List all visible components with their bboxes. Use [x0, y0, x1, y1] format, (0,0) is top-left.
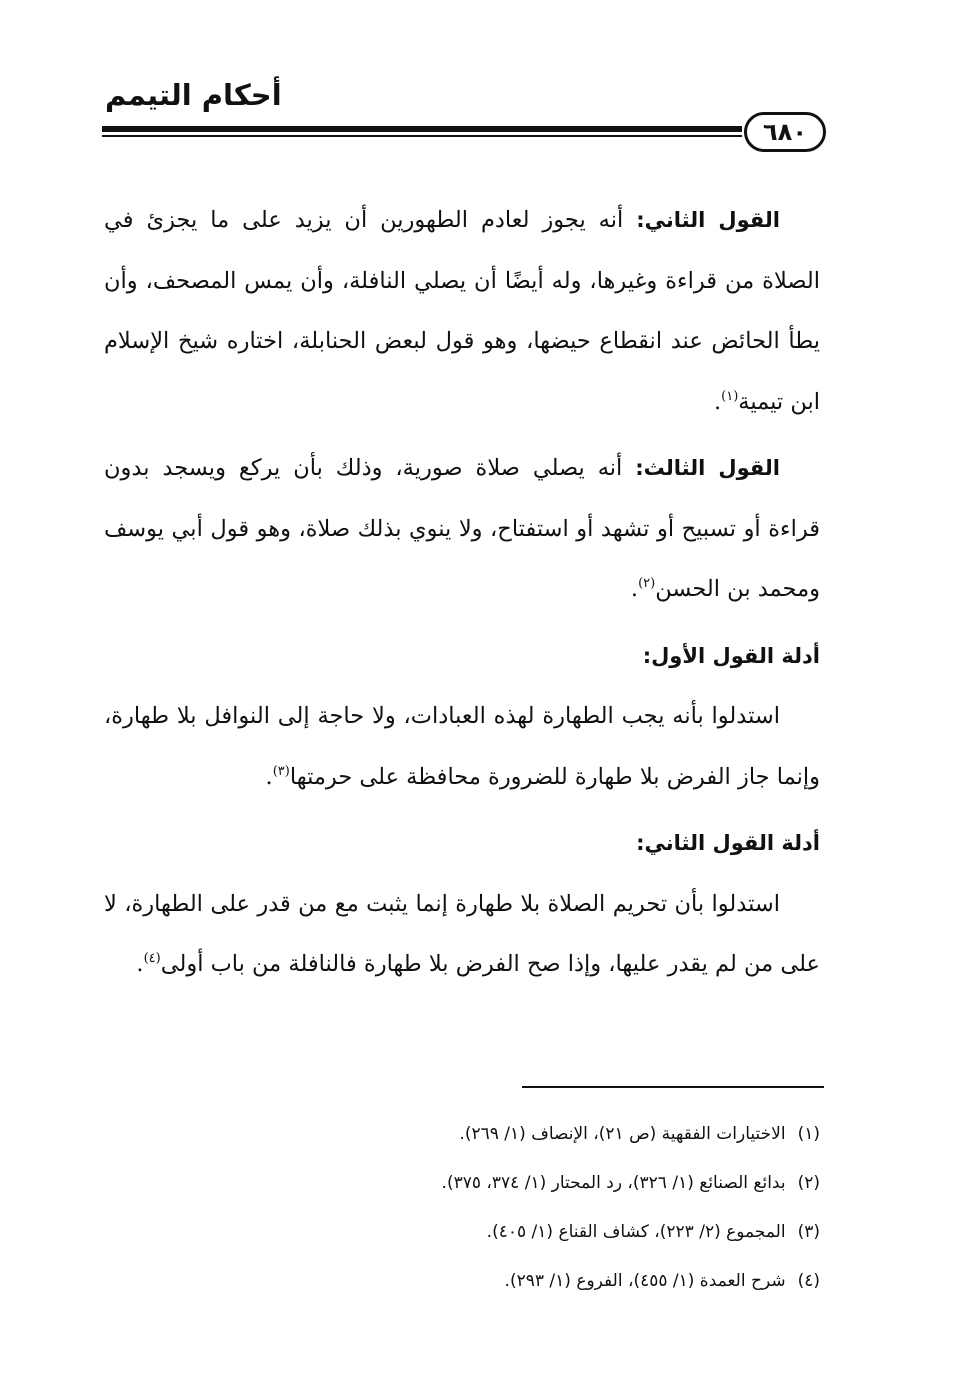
paragraph-third-opinion: [104, 438, 820, 620]
header-rule-thin: [102, 135, 742, 137]
footnotes: [200, 1110, 820, 1306]
footnote-text: الاختيارات الفقهية (ص ٢١)، الإنصاف (١/ ٢٦٩).: [459, 1124, 786, 1144]
footnote-ref[interactable]: (٢): [638, 576, 656, 591]
section-heading-first-evidence: أدلة القول الأول:: [642, 643, 820, 668]
footnote-number: (٤): [797, 1271, 820, 1291]
footnote-item: [200, 1159, 820, 1208]
footnote-text: شرح العمدة (١/ ٤٥٥)، الفروع (١/ ٢٩٣).: [504, 1271, 786, 1291]
paragraph-second-opinion: [104, 190, 820, 432]
footnote-ref[interactable]: (٤): [143, 951, 161, 966]
footnote-item: [200, 1257, 820, 1306]
paragraph-text: استدلوا بأن تحريم الصلاة بلا طهارة إنما يثبت مع من قدر على الطهارة، لا على من لم يقدر عليها، وإذا صح الفرض بلا طهارة فالنافلة من باب أولى: [104, 890, 820, 977]
footnote-text: بدائع الصنائع (١/ ٣٢٦)، رد المحتار (١/ ٣٧٤، ٣٧٥).: [441, 1173, 786, 1193]
paragraph-second-evidence: [104, 874, 820, 995]
paragraph-end: .: [713, 388, 722, 415]
footnote-text: المجموع (٢/ ٢٢٣)، كشاف القناع (١/ ٤٠٥).: [486, 1222, 786, 1242]
footnote-separator: [522, 1086, 824, 1088]
main-text: [104, 190, 820, 995]
header-rule-thick: [102, 126, 742, 132]
paragraph-lead: القول الثاني:: [636, 208, 780, 232]
footnote-number: (١): [797, 1124, 820, 1144]
footnote-item: [200, 1110, 820, 1159]
paragraph-end: .: [630, 576, 639, 602]
paragraph-end: .: [136, 951, 144, 977]
footnote-ref[interactable]: (١): [721, 388, 739, 404]
page-number: ٦٨٠: [744, 112, 826, 152]
paragraph-text: استدلوا بأنه يجب الطهارة لهذه العبادات، ولا حاجة إلى النوافل بلا طهارة، وإنما جاز الفرض بلا طهارة للضرورة محافظة على حرمتها: [104, 703, 820, 790]
footnote-item: [200, 1208, 820, 1257]
paragraph-first-evidence: [104, 686, 820, 807]
footnote-number: (٣): [797, 1222, 820, 1242]
footnote-ref[interactable]: (٣): [272, 763, 290, 779]
paragraph-text: أنه يصلي صلاة صورية، وذلك بأن يركع ويسجد بدون قراءة أو تسبيح أو تشهد أو استفتاح، ولا ينوي بذلك صلاة، وهو قول أبي يوسف ومحمد بن الحسن: [104, 455, 820, 602]
paragraph-text: أنه يجوز لعادم الطهورين أن يزيد على ما يجزئ في الصلاة من قراءة وغيرها، وله أيضًا أن يصلي النافلة، وأن يمس المصحف، وأن يطأ الحائض عند انقطاع حيضها، وهو قول لبعض الحنابلة، اختاره شيخ الإسلام ابن تيمية: [104, 207, 820, 415]
section-heading-second-evidence: أدلة القول الثاني:: [636, 831, 820, 855]
running-title: أحكام التيمم: [105, 78, 282, 112]
footnote-number: (٢): [797, 1173, 820, 1193]
paragraph-lead: القول الثالث:: [635, 456, 781, 480]
paragraph-end: .: [265, 763, 273, 790]
